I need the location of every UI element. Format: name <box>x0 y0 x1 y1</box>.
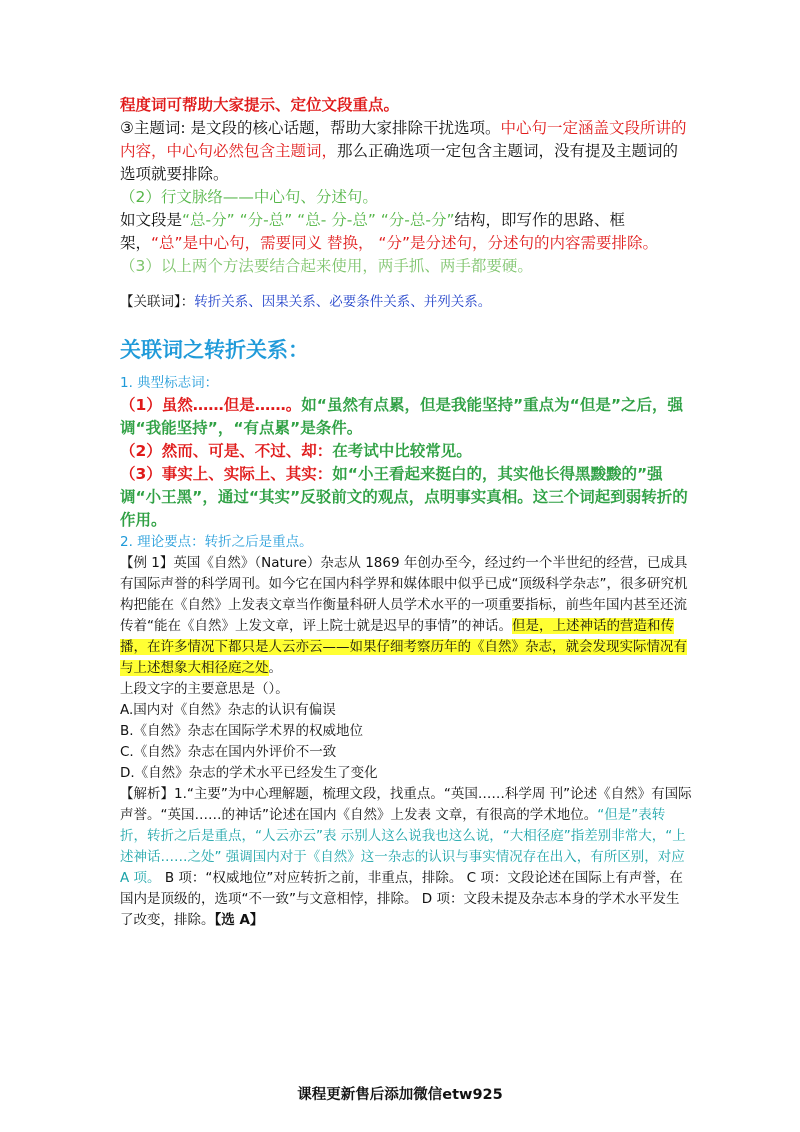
document-body <box>120 94 692 931</box>
marker-2-words: （2）然而、可是、不过、却： <box>120 442 333 460</box>
footer-contact: 课程更新售后添加微信etw925 <box>297 1087 503 1103</box>
marker-1-example: 如“虽然有点累，但是我能坚持”重点为“但是”之后，强调“我能坚持”，“有点累”是条件。 <box>120 396 684 437</box>
example-highlighted-text: 但是，上述神话的营造和传播，在许多情况下都只是人云亦云——如果仔细考察历年的《自然》杂志，就会发现实际情况有与上述想象大相径庭之处 <box>120 618 687 676</box>
analysis-part-3: B 项：“权威地位”对应转折之前，非重点，排除。 C 项：文段论述在国际上有声誉，在国内是顶级的，选项“不一致”与文意相悖，排除。 D 项：文段未提及杂志本身的学术水平发生了改变，排除。 <box>120 870 683 928</box>
analysis-answer: 【选 A】 <box>214 912 264 928</box>
example-paragraph <box>120 553 692 679</box>
marker-item-1 <box>120 394 692 440</box>
example-text-end: 。 <box>268 660 282 676</box>
example-label: 【例 1】 <box>120 555 174 571</box>
theory-point-subheading: 2. 理论要点：转折之后是重点。 <box>120 534 313 550</box>
option-d: D.《自然》杂志的学术水平已经发生了变化 <box>120 765 378 781</box>
connectives-list: 转折关系、因果关系、必要条件关系、并列关系。 <box>194 294 492 310</box>
structure-patterns: “总-分” “分-总” “总- 分-总” “分-总-分” <box>182 211 455 229</box>
analysis-part-2: “但是”表转折，转折之后是重点，“人云亦云”表 示别人这么说我也这么说，“大相径庭”指差别非常大，“上述神话……之处” 强调国内对于《自然》这一杂志的认识与事实情况存在出入，有所区别，对应 A 项。 <box>120 807 686 886</box>
structure-rule: “总”是中心句，需要同义 替换， “分”是分述句，分述句的内容需要排除。 <box>151 234 658 252</box>
context-subheading: （2）行文脉络——中心句、分述句。 <box>120 188 378 206</box>
combine-methods-line: （3）以上两个方法要结合起来使用，两手抓、两手都要硬。 <box>120 257 533 275</box>
theme-word-definition: ③主题词: 是文段的核心话题，帮助大家排除干扰选项。 <box>120 119 501 137</box>
marker-3-words: （3）事实上、实际上、其实： <box>120 465 333 483</box>
connectives-label: 【关联词】： <box>120 294 195 310</box>
theme-word-conclusion: 那么正确选项一定包含主题词，没有提及主题词的选项就要排除。 <box>120 142 679 183</box>
analysis-label: 【解析】 <box>120 786 174 802</box>
marker-item-2 <box>120 440 692 463</box>
marker-item-3 <box>120 463 692 532</box>
structure-mid: 结构，即写作的思路、框架， <box>120 211 626 252</box>
intro-line-1: 程度词可帮助大家提示、定位文段重点。 <box>120 96 400 114</box>
marker-2-note: 在考试中比较常见。 <box>332 442 472 460</box>
intro-theme-word-paragraph <box>120 117 692 186</box>
option-a: A.国内对《自然》杂志的认识有偏误 <box>120 702 336 718</box>
option-c: C.《自然》杂志在国内外评价不一致 <box>120 744 337 760</box>
connectives-line <box>120 292 692 313</box>
analysis-paragraph <box>120 784 692 931</box>
section-heading: 关联词之转折关系： <box>120 338 309 362</box>
marker-1-words: （1）虽然……但是……。 <box>120 396 302 414</box>
option-b: B.《自然》杂志在国际学术界的权威地位 <box>120 723 364 739</box>
typical-markers-subheading: 1. 典型标志词： <box>120 375 219 391</box>
question-stem: 上段文字的主要意思是（）。 <box>120 681 289 697</box>
theme-word-center-sentence: 中心句一定涵盖文段所讲的内容，中心句必然包含主题词， <box>120 119 687 160</box>
analysis-part-1: 1.“主要”为中心理解题，梳理文段，找重点。“英国……科学周 刊”论述《自然》有国际声誉。“英国……的神话”论述在国内《自然》上发表 文章，有很高的学术地位。 <box>120 786 692 823</box>
marker-3-example: 如“小王看起来挺白的，其实他长得黑黢黢的”强调“小王黑”，通过“其实”反驳前文的观点，点明事实真相。这三个词起到弱转折的作用。 <box>120 465 688 529</box>
example-text: 英国《自然》（Nature）杂志从 1869 年创办至今，经过约一个半世纪的经营，已成具有国际声誉的科学周刊。如今它在国内科学界和媒体眼中似乎已成“顶级科学杂志”，很多研究机构把能在《自然》上发表文章当作衡量科研人员学术水平的一项重要指标，前些年国内甚至还流传着“能在《自然》上发文章，评上院士就是迟早的事情”的神话。 <box>120 555 688 634</box>
structure-paragraph <box>120 209 692 255</box>
structure-lead: 如文段是 <box>120 211 183 229</box>
